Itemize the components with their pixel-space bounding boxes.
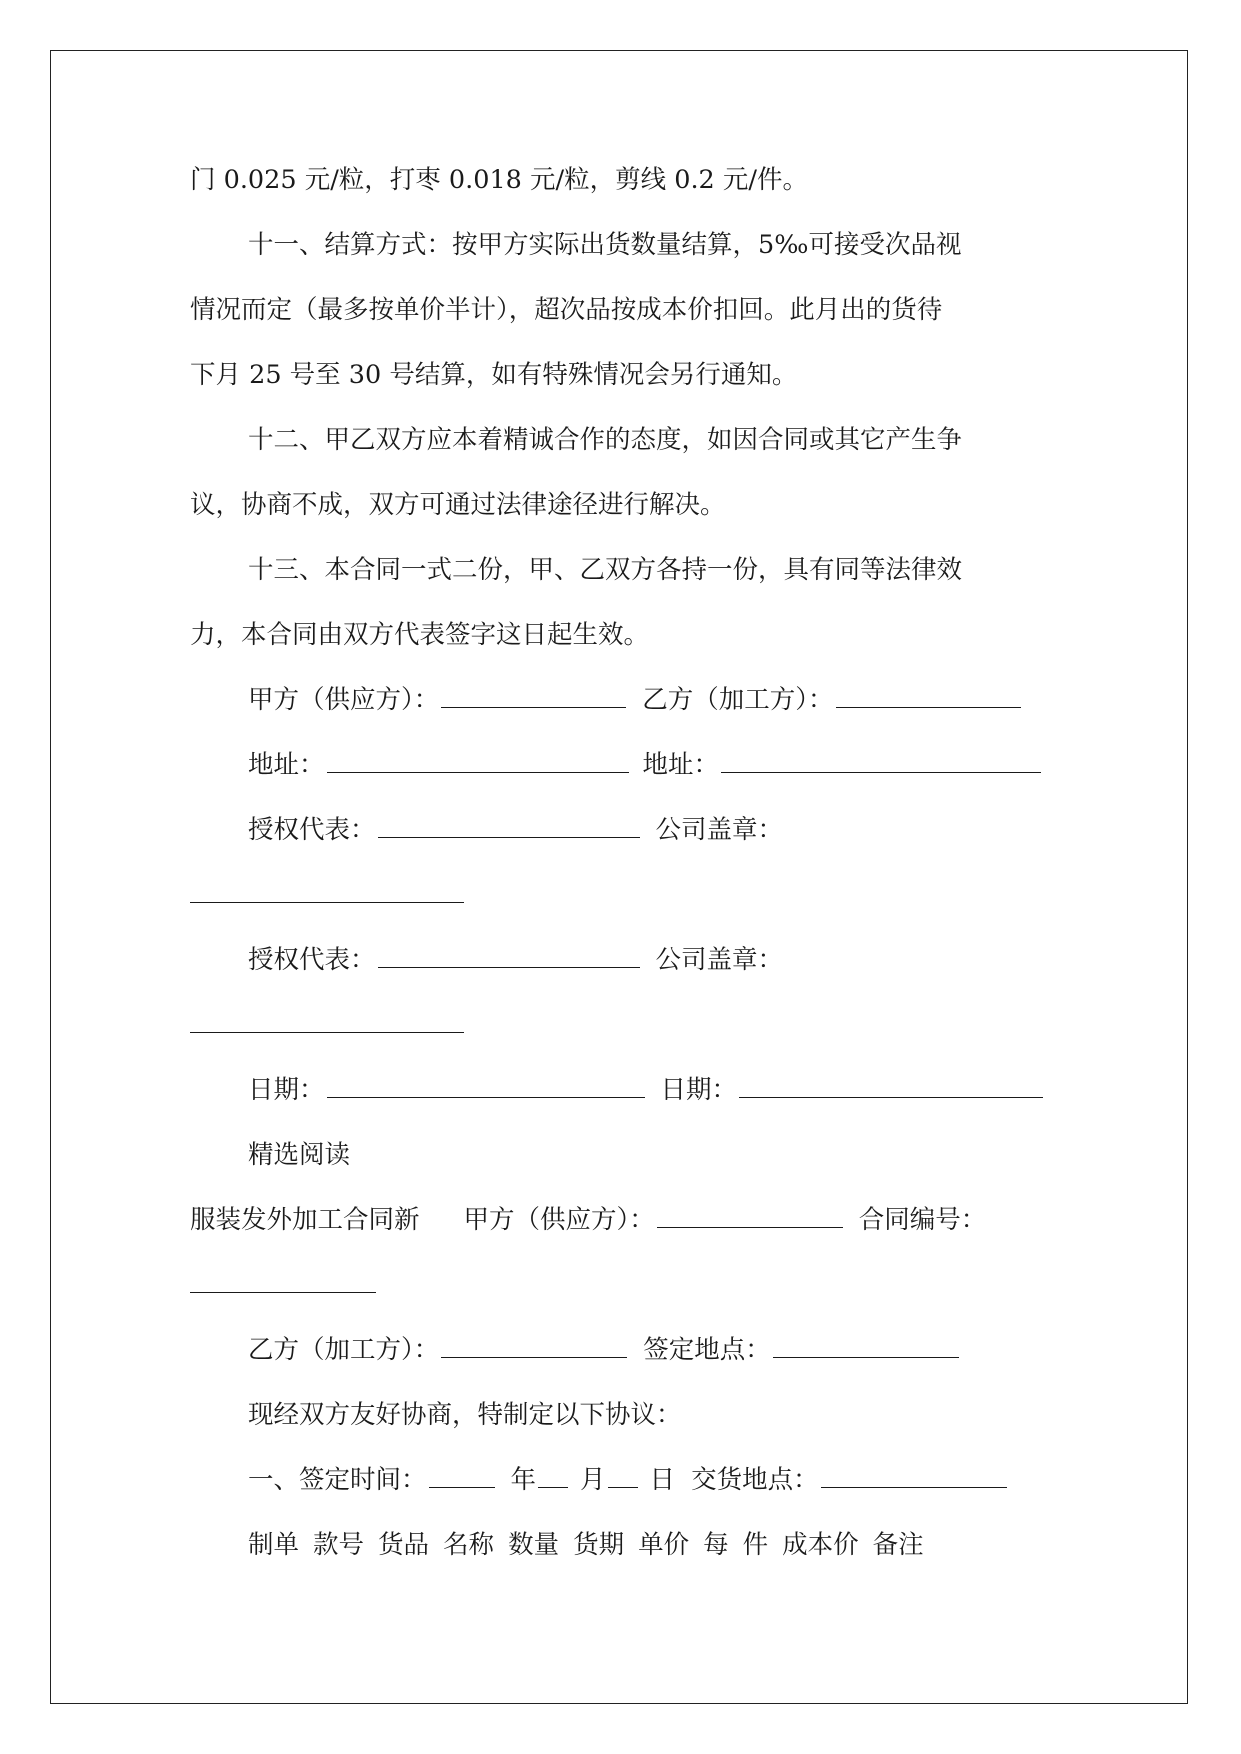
sign-time-row [190,1460,1060,1525]
article-title[interactable]: 服装发外加工合同新 [190,1205,420,1235]
contract-body [190,160,1060,1590]
table-header: 数量 [508,1530,560,1560]
text-line: 力，本合同由双方代表签字这日起生效。 [190,620,650,650]
text-line: 下月 25 号至 30 号结算，如有特殊情况会另行通知。 [190,360,798,390]
contract-no-blank[interactable] [190,1267,376,1293]
auth-rep-blank[interactable] [378,942,640,968]
address-blank-b[interactable] [721,747,1041,773]
sign-place-label: 签定地点： [643,1335,771,1365]
table-header: 成本价 [782,1530,859,1560]
seal-blank-row [190,875,1060,940]
party-b-row [190,1330,1060,1395]
clause-12: 十二、甲乙双方应本着精诚合作的态度，如因合同或其它产生争 [248,425,963,455]
party-a-blank[interactable] [441,682,626,708]
address-label-a: 地址： [248,750,325,780]
company-seal-label: 公司盖章： [655,815,784,845]
table-header: 件 [742,1530,769,1560]
auth-rep-blank[interactable] [378,812,640,838]
table-header: 备注 [872,1530,924,1560]
party-a-label: 甲方（供应方）： [248,685,440,715]
text-line: 情况而定（最多按单价半计），超次品按成本价扣回。此月出的货待 [190,295,943,325]
party-a-label: 甲方（供应方）： [463,1205,655,1235]
table-header: 制单 [248,1530,300,1560]
day-blank[interactable] [608,1462,638,1488]
text-line: 门 0.025 元/粒，打枣 0.018 元/粒，剪线 0.2 元/件。 [190,165,808,195]
auth-rep-row [190,940,1060,1005]
month-blank[interactable] [538,1462,568,1488]
date-blank-a[interactable] [327,1072,645,1098]
party-row [190,680,1060,745]
auth-rep-row [190,810,1060,875]
table-header: 单价 [638,1530,690,1560]
party-a-blank[interactable] [657,1202,843,1228]
table-header: 款号 [313,1530,365,1560]
party-b-label: 乙方（加工方）： [642,685,834,715]
clause-13: 十三、本合同一式二份，甲、乙双方各持一份，具有同等法律效 [248,555,963,585]
company-seal-blank[interactable] [190,877,464,903]
table-header: 货期 [573,1530,625,1560]
address-row [190,745,1060,810]
party-b-blank[interactable] [441,1332,627,1358]
year-blank[interactable] [429,1462,495,1488]
clause-11: 十一、结算方式：按甲方实际出货数量结算，5‰可接受次品视 [248,230,962,260]
delivery-place-blank[interactable] [821,1462,1007,1488]
company-seal-blank[interactable] [190,1007,464,1033]
table-header: 货品 [378,1530,430,1560]
sign-time-label: 一、签定时间： [248,1465,427,1495]
party-b-blank[interactable] [836,682,1021,708]
date-blank-b[interactable] [739,1072,1043,1098]
address-blank-a[interactable] [327,747,629,773]
auth-rep-label: 授权代表： [248,815,376,845]
date-label-b: 日期： [660,1075,738,1105]
agreement-intro: 现经双方友好协商，特制定以下协议： [248,1400,682,1430]
sign-place-blank[interactable] [773,1332,959,1358]
seal-blank-row [190,1005,1060,1070]
table-header: 每 [703,1530,729,1560]
date-label-a: 日期： [248,1075,325,1105]
article-title-row [190,1200,1060,1265]
year-label: 年 [510,1465,537,1495]
delivery-place-label: 交货地点： [691,1465,819,1495]
address-label-b: 地址： [642,750,720,780]
table-header: 名称 [443,1530,495,1560]
month-label: 月 [580,1465,606,1495]
auth-rep-label: 授权代表： [248,945,376,975]
text-line: 议，协商不成，双方可通过法律途径进行解决。 [190,490,726,520]
contract-no-label: 合同编号： [858,1205,987,1235]
featured-reading: 精选阅读 [248,1140,351,1170]
contract-no-blank-row [190,1265,1060,1330]
date-row [190,1070,1060,1135]
company-seal-label: 公司盖章： [655,945,784,975]
party-b-label: 乙方（加工方）： [248,1335,440,1365]
table-header-row [190,1525,1060,1590]
day-label: 日 [649,1465,676,1495]
